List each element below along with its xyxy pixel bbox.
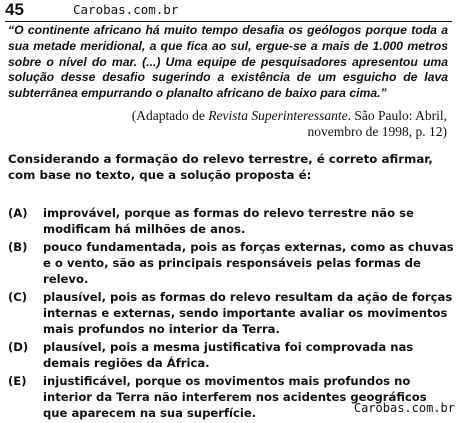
site-watermark-bottom: Carobas.com.br <box>353 401 455 415</box>
source-line-1 <box>47 108 447 124</box>
source-citation <box>47 108 447 140</box>
option-letter: (C) <box>8 289 28 304</box>
source-line-2: novembro de 1998, p. 12) <box>307 124 447 139</box>
option-text: improvável, porque as formas do relevo terrestre não se modificam há milhões de anos. <box>43 206 414 237</box>
option-letter: (D) <box>8 339 29 354</box>
header-divider <box>5 21 452 22</box>
option-letter: (E) <box>8 373 27 388</box>
source-publication: Revista Superinteressante <box>208 108 348 123</box>
option-b[interactable] <box>8 239 454 288</box>
option-a[interactable] <box>8 205 454 237</box>
site-watermark-top: Carobas.com.br <box>73 2 179 17</box>
quoted-passage: “O continente africano há muito tempo desafia os geólogos porque toda a sua metade meridional, a que fica ao sul, ergue-se a mais de 1.000 metros sobre o nível do mar. (...) Uma equipe de pesquisadores apresentou uma solução desse desafio sugerindo a existência de um esguicho de lava subterrânea empurrando o planalto africano de baixo para cima.” <box>8 23 448 101</box>
option-text: injustificável, porque os movimentos mais profundos no interior da Terra não interferem nos acidentes geográficos que aparecem na sua superfície. <box>43 373 427 420</box>
option-text: pouco fundamentada, pois as forças externas, como as chuvas e o vento, são as principais responsáveis pelas formas de relevo. <box>43 239 454 287</box>
option-letter: (B) <box>8 239 28 254</box>
option-text: plausível, pois as formas do relevo resultam da ação de forças internas e externas, sendo importante avaliar os movimentos mais profundos no interior da Terra. <box>43 289 453 337</box>
option-c[interactable] <box>8 289 454 338</box>
option-letter: (A) <box>8 206 28 220</box>
answer-options <box>8 205 454 423</box>
question-number: 45 <box>5 0 24 19</box>
question-header <box>5 2 455 20</box>
option-d[interactable] <box>8 339 454 371</box>
option-text: plausível, pois a mesma justificativa foi comprovada nas demais regiões da África. <box>43 339 414 370</box>
source-prefix: (Adaptado de <box>131 108 209 123</box>
source-suffix: . São Paulo: Abril, <box>347 108 447 123</box>
question-stem: Considerando a formação do relevo terrestre, é correto afirmar, com base no texto, que a solução proposta é: <box>8 152 433 183</box>
